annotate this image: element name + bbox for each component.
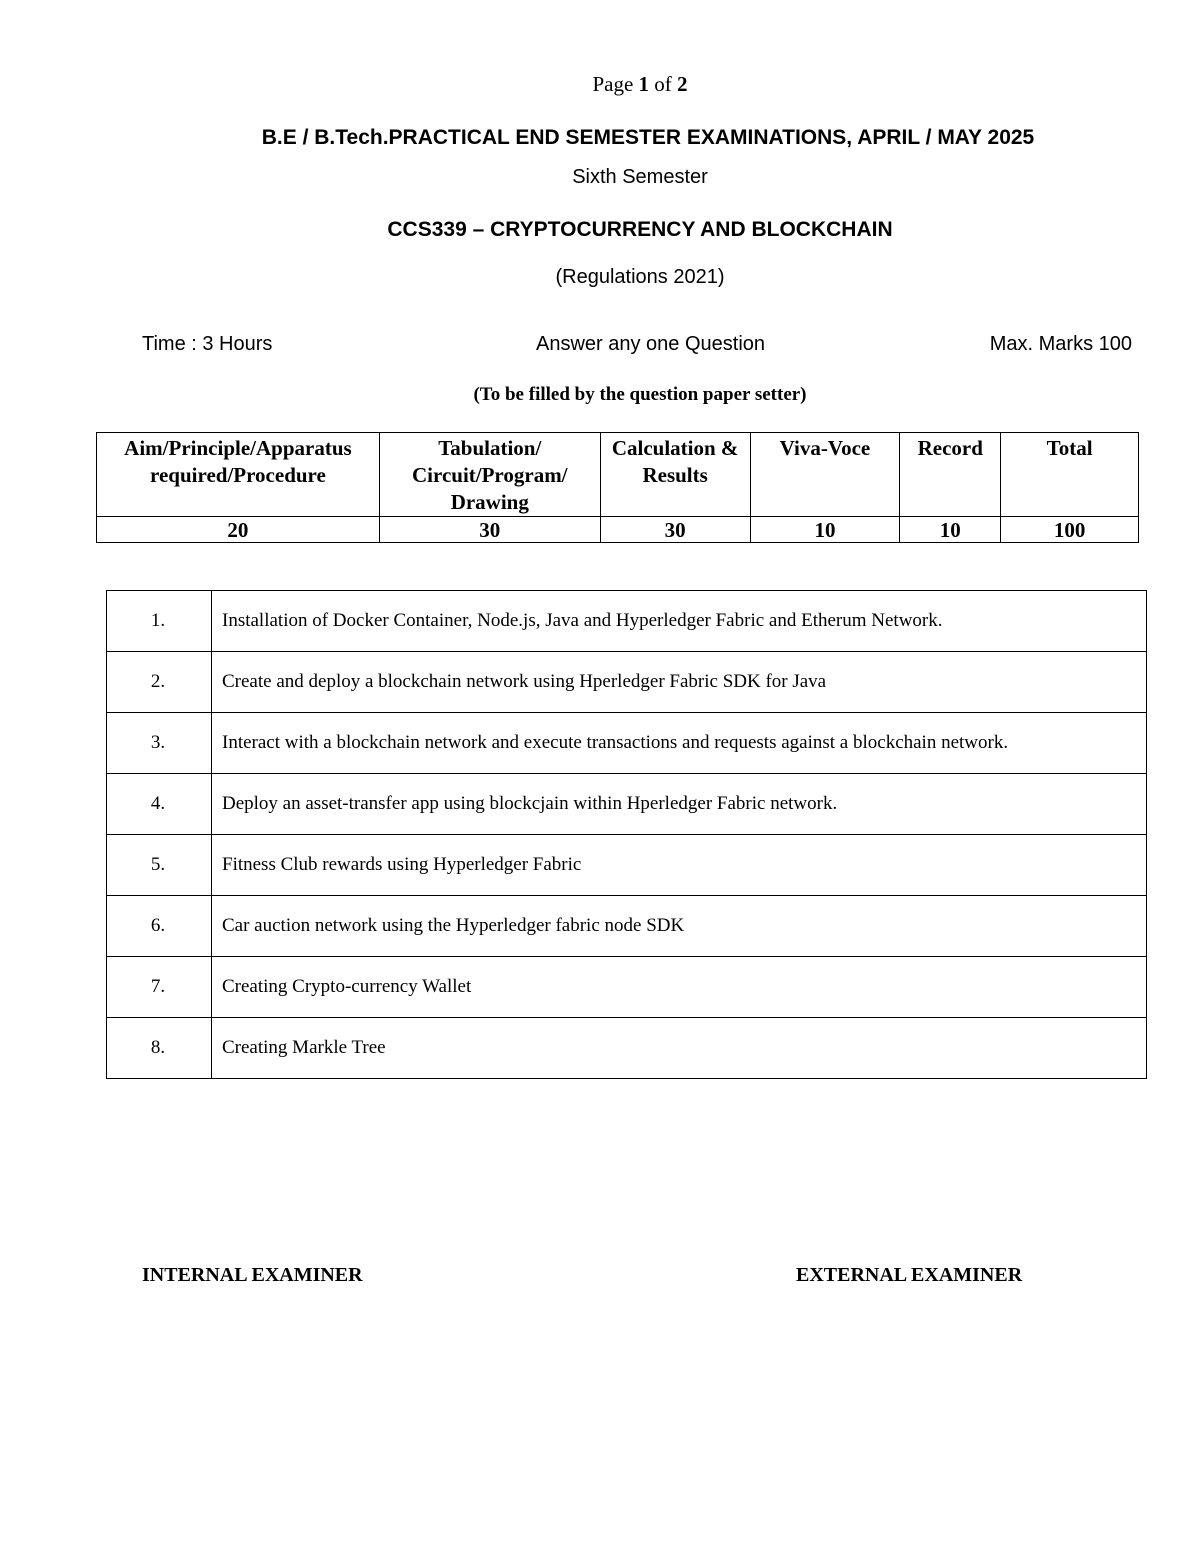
- exam-instruction: Answer any one Question: [536, 333, 766, 355]
- marks-header-cell: Calculation & Results: [600, 433, 750, 517]
- question-text: Deploy an asset-transfer app using blockcjain within Hperledger Fabric network.: [212, 774, 1147, 835]
- page-number: [0, 72, 1200, 97]
- question-row: [107, 1018, 1147, 1079]
- question-row: [107, 957, 1147, 1018]
- question-text: Interact with a blockchain network and execute transactions and requests against a blockchain network.: [212, 713, 1147, 774]
- marks-value-cell: 10: [750, 517, 900, 543]
- question-row: [107, 713, 1147, 774]
- question-row: [107, 652, 1147, 713]
- question-row: [107, 896, 1147, 957]
- setter-note: (To be filled by the question paper setter): [473, 384, 807, 405]
- semester: Sixth Semester: [572, 166, 708, 188]
- exam-duration: Time : 3 Hours: [142, 333, 273, 355]
- question-number: 4.: [107, 774, 212, 835]
- question-number: 5.: [107, 835, 212, 896]
- max-marks: Max. Marks 100: [989, 333, 1132, 355]
- page-current: 1: [638, 72, 650, 96]
- marks-value-cell: 30: [600, 517, 750, 543]
- question-text: Creating Markle Tree: [212, 1018, 1147, 1079]
- question-text: Fitness Club rewards using Hyperledger Fabric: [212, 835, 1147, 896]
- marks-distribution-table: [96, 432, 1139, 543]
- question-text: Installation of Docker Container, Node.js, Java and Hyperledger Fabric and Etherum Network.: [212, 591, 1147, 652]
- regulations: (Regulations 2021): [555, 266, 725, 288]
- question-text: Car auction network using the Hyperledger fabric node SDK: [212, 896, 1147, 957]
- question-row: [107, 774, 1147, 835]
- question-row: [107, 591, 1147, 652]
- question-text: Create and deploy a blockchain network using Hperledger Fabric SDK for Java: [212, 652, 1147, 713]
- marks-header-cell: Total: [1001, 433, 1139, 517]
- marks-value-cell: 10: [900, 517, 1001, 543]
- page-of: of: [654, 72, 672, 96]
- marks-header-cell: Aim/Principle/Apparatus required/Procedure: [97, 433, 380, 517]
- page-prefix: Page: [592, 72, 634, 96]
- question-row: [107, 835, 1147, 896]
- course-title: CCS339 – CRYPTOCURRENCY AND BLOCKCHAIN: [387, 218, 893, 241]
- marks-header-cell: Record: [900, 433, 1001, 517]
- marks-value-cell: 100: [1001, 517, 1139, 543]
- question-number: 8.: [107, 1018, 212, 1079]
- marks-header-cell: Viva-Voce: [750, 433, 900, 517]
- question-number: 7.: [107, 957, 212, 1018]
- marks-value-cell: 30: [379, 517, 600, 543]
- page-total: 2: [677, 72, 688, 96]
- external-examiner-signature: EXTERNAL EXAMINER: [796, 1264, 1023, 1286]
- question-number: 3.: [107, 713, 212, 774]
- exam-meta-row: [142, 333, 1132, 359]
- marks-header-cell: Tabulation/ Circuit/Program/ Drawing: [379, 433, 600, 517]
- marks-value-cell: 20: [97, 517, 380, 543]
- question-text: Creating Crypto-currency Wallet: [212, 957, 1147, 1018]
- questions-table: [106, 590, 1147, 1079]
- marks-header-row: [97, 433, 1139, 517]
- internal-examiner-signature: INTERNAL EXAMINER: [142, 1264, 363, 1286]
- question-number: 1.: [107, 591, 212, 652]
- exam-title: B.E / B.Tech.PRACTICAL END SEMESTER EXAMINATIONS, APRIL / MAY 2025: [261, 126, 1035, 149]
- question-number: 6.: [107, 896, 212, 957]
- question-number: 2.: [107, 652, 212, 713]
- marks-value-row: [97, 517, 1139, 543]
